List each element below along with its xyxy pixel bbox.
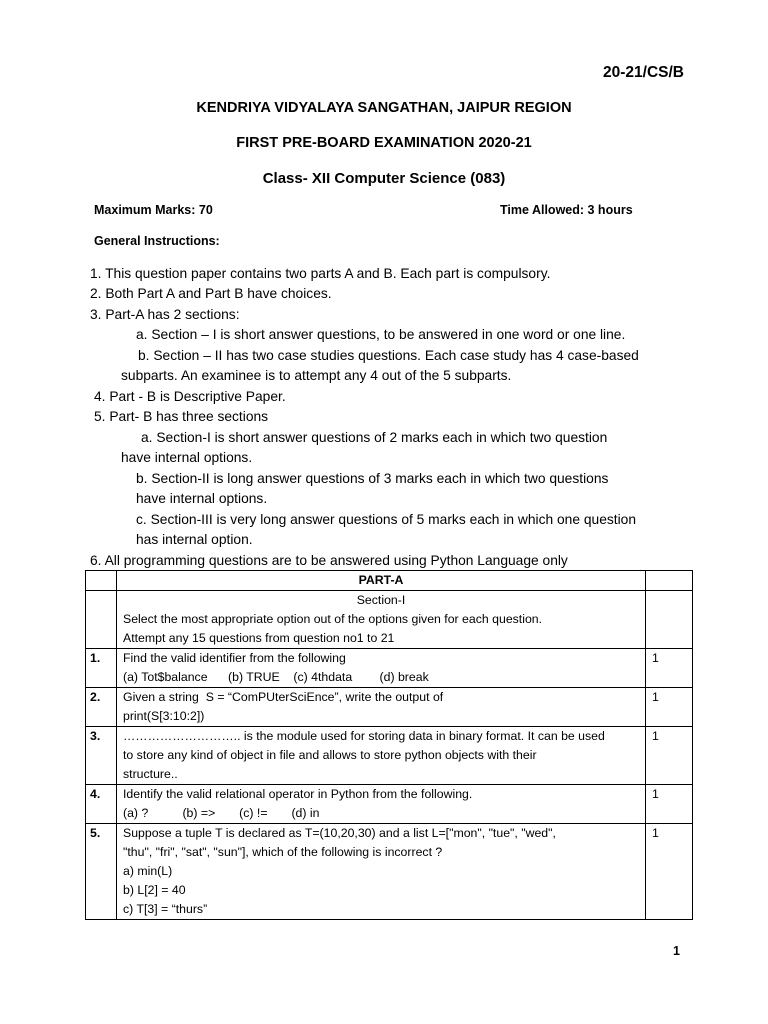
question-line: b) L[2] = 40 xyxy=(123,883,186,897)
question-number: 3. xyxy=(86,727,117,785)
question-number: 5. xyxy=(86,824,117,920)
section-cell xyxy=(117,591,646,649)
question-row xyxy=(86,688,693,727)
section-header-row xyxy=(86,591,693,649)
question-number: 1. xyxy=(86,649,117,688)
instruction-line: have internal options. xyxy=(121,450,253,465)
question-marks: 1 xyxy=(646,785,693,824)
section-title: Section-I xyxy=(356,593,406,607)
instruction-line: 6. All programming questions are to be answered using Python Language only xyxy=(90,553,568,568)
instruction-line: b. Section – II has two case studies questions. Each case study has 4 case-based xyxy=(138,348,639,363)
empty-cell xyxy=(86,571,117,591)
instruction-line: 3. Part-A has 2 sections: xyxy=(90,307,240,322)
empty-cell xyxy=(646,571,693,591)
question-line: a) min(L) xyxy=(123,864,173,878)
question-line: ……………………….. is the module used for storing data in binary format. It can be used xyxy=(123,729,605,743)
instruction-line: 1. This question paper contains two parts A and B. Each part is compulsory. xyxy=(90,266,551,281)
question-line: "thu", "fri", "sat", "sun"], which of the following is incorrect ? xyxy=(123,845,443,859)
question-line: Suppose a tuple T is declared as T=(10,20,30) and a list L=["mon", "tue", "wed", xyxy=(123,826,556,840)
question-row xyxy=(86,785,693,824)
question-text xyxy=(117,727,646,785)
general-instructions-heading: General Instructions: xyxy=(94,234,220,248)
question-row xyxy=(86,824,693,920)
question-line: print(S[3:10:2]) xyxy=(123,709,205,723)
question-line: c) T[3] = “thurs” xyxy=(123,902,208,916)
instruction-line: 4. Part - B is Descriptive Paper. xyxy=(94,389,286,404)
exam-title: FIRST PRE-BOARD EXAMINATION 2020-21 xyxy=(236,135,532,151)
instruction-line: a. Section-I is short answer questions of 2 marks each in which two question xyxy=(141,430,608,445)
question-marks: 1 xyxy=(646,824,693,920)
question-marks: 1 xyxy=(646,688,693,727)
paper-code: 20-21/CS/B xyxy=(603,64,684,81)
question-marks: 1 xyxy=(646,727,693,785)
question-text xyxy=(117,649,646,688)
question-row xyxy=(86,649,693,688)
instruction-line: b. Section-II is long answer questions of 3 marks each in which two questions xyxy=(136,471,609,486)
question-number: 2. xyxy=(86,688,117,727)
part-title: PART-A xyxy=(117,571,646,591)
question-table xyxy=(85,570,693,920)
question-number: 4. xyxy=(86,785,117,824)
instruction-line: 5. Part- B has three sections xyxy=(94,409,269,424)
question-line: Given a string S = “ComPUterSciEnce”, write the output of xyxy=(123,690,444,704)
instruction-line: have internal options. xyxy=(136,491,268,506)
page-number: 1 xyxy=(673,944,680,958)
instruction-line: 2. Both Part A and Part B have choices. xyxy=(90,286,332,301)
section-instruction: Attempt any 15 questions from question no1 to 21 xyxy=(123,631,395,645)
section-instruction: Select the most appropriate option out of the options given for each question. xyxy=(123,612,543,626)
question-text xyxy=(117,688,646,727)
question-line: (a) ? (b) => (c) != (d) in xyxy=(123,806,320,820)
instruction-line: has internal option. xyxy=(136,532,253,547)
question-line: structure.. xyxy=(123,767,178,781)
instruction-line: a. Section – I is short answer questions, to be answered in one word or one line. xyxy=(136,327,626,342)
part-header-row xyxy=(86,571,693,591)
instruction-line: subparts. An examinee is to attempt any 4 out of the 5 subparts. xyxy=(121,368,512,383)
question-row xyxy=(86,727,693,785)
maximum-marks: Maximum Marks: 70 xyxy=(94,203,213,217)
organization-title: KENDRIYA VIDYALAYA SANGATHAN, JAIPUR REGION xyxy=(196,100,572,116)
question-marks: 1 xyxy=(646,649,693,688)
question-text xyxy=(117,824,646,920)
question-line: (a) Tot$balance (b) TRUE (c) 4thdata (d) break xyxy=(123,670,429,684)
question-line: to store any kind of object in file and allows to store python objects with their xyxy=(123,748,537,762)
instruction-line: c. Section-III is very long answer questions of 5 marks each in which one question xyxy=(136,512,637,527)
question-text xyxy=(117,785,646,824)
empty-cell xyxy=(86,591,117,649)
time-allowed: Time Allowed: 3 hours xyxy=(500,203,633,217)
empty-cell xyxy=(646,591,693,649)
class-subject-line: Class- XII Computer Science (083) xyxy=(262,170,506,187)
question-line: Identify the valid relational operator in Python from the following. xyxy=(123,787,473,801)
question-line: Find the valid identifier from the following xyxy=(123,651,346,665)
